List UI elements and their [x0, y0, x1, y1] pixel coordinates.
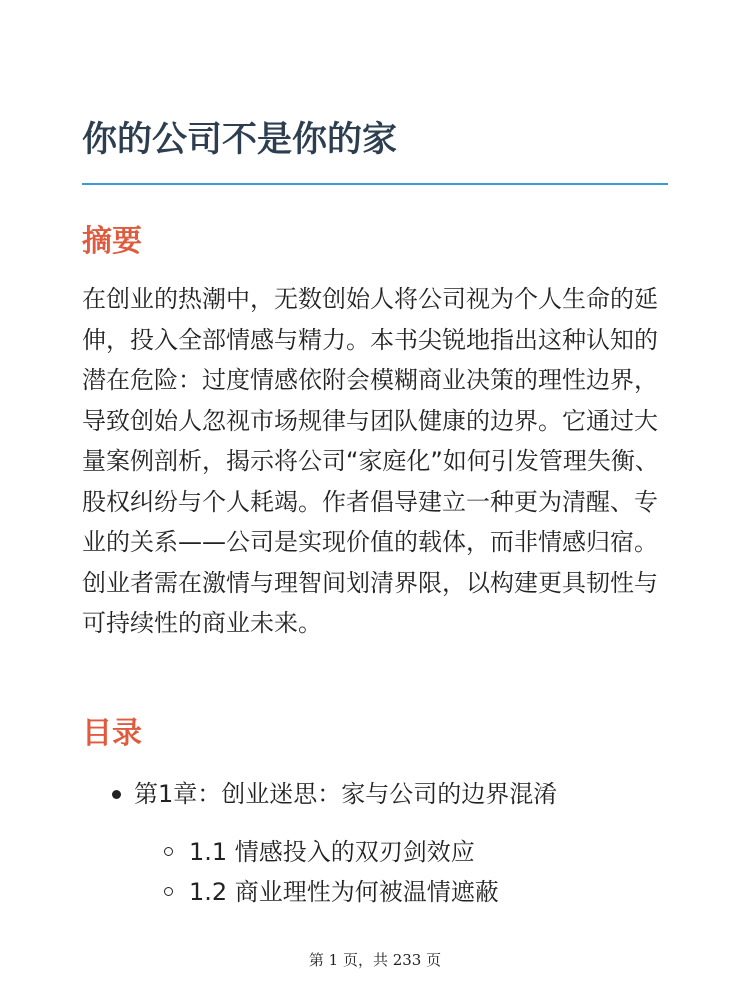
bullet-circle-icon: [164, 887, 173, 896]
abstract-heading: 摘要: [82, 224, 142, 259]
title-divider: [82, 183, 668, 185]
page-number-footer: 第 1 页，共 233 页: [308, 951, 442, 969]
document-title: 你的公司不是你的家: [82, 120, 398, 160]
toc-section-label: 1.2 商业理性为何被温情遮蔽: [189, 878, 499, 906]
toc-section-1-1[interactable]: [0, 832, 750, 872]
bullet-disc-icon: [112, 790, 121, 799]
bullet-circle-icon: [164, 847, 173, 856]
toc-heading: 目录: [82, 716, 142, 751]
toc-chapter-label: 第1章：创业迷思：家与公司的边界混淆: [134, 780, 558, 808]
toc-subsection-list: [0, 832, 750, 912]
toc-chapter-1[interactable]: [0, 772, 750, 816]
toc-section-1-2[interactable]: [0, 872, 750, 912]
abstract-paragraph: 在创业的热潮中，无数创始人将公司视为个人生命的延伸，投入全部情感与精力。本书尖锐地指出这种认知的潜在危险：过度情感依附会模糊商业决策的理性边界，导致创始人忽视市场规律与团队健康的边界。它通过大量案例剖析，揭示将公司“家庭化”如何引发管理失衡、股权纠纷与个人耗竭。作者倡导建立一种更为清醒、专业的关系——公司是实现价值的载体，而非情感归宿。创业者需在激情与理智间划清界限，以构建更具韧性与可持续性的商业未来。: [82, 285, 659, 637]
toc-section-label: 1.1 情感投入的双刃剑效应: [189, 838, 475, 866]
toc-list: [0, 772, 750, 816]
